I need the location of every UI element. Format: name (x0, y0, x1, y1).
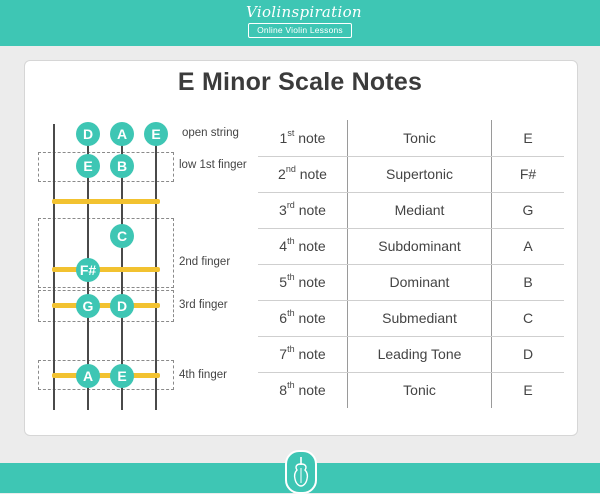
scale-position: 7th note (279, 344, 326, 362)
scale-position: 8th note (279, 380, 326, 398)
note-4th-e: E (110, 364, 134, 388)
scale-position: 3rd note (279, 200, 326, 218)
scale-note: E (523, 382, 533, 398)
brand-logo[interactable] (246, 2, 362, 44)
low-1st-finger-box (38, 152, 174, 182)
scale-position: 2nd note (278, 164, 327, 182)
scale-note: G (522, 202, 534, 218)
note-2nd-c: C (110, 224, 134, 248)
fret-marker-3 (52, 303, 160, 308)
fret-marker-2 (52, 267, 160, 272)
scale-degree: Supertonic (386, 166, 453, 182)
label-open-string: open string (182, 127, 239, 139)
note-2nd-fsharp: F# (76, 258, 100, 282)
scale-position: 1st note (279, 128, 326, 146)
scale-degree: Submediant (382, 310, 457, 326)
note-low1-e: E (76, 154, 100, 178)
brand-name: Violinspiration (246, 3, 362, 21)
scale-degree: Tonic (403, 130, 436, 146)
scale-degree: Mediant (394, 202, 445, 218)
note-4th-a: A (76, 364, 100, 388)
note-3rd-g: G (76, 294, 100, 318)
scale-degree: Dominant (389, 274, 450, 290)
fret-marker-4 (52, 373, 160, 378)
scale-note: A (523, 238, 533, 254)
note-low1-b: B (110, 154, 134, 178)
scale-note: D (522, 346, 534, 362)
scale-table (258, 120, 564, 408)
label-low-1st-finger: low 1st finger (179, 159, 247, 171)
fret-marker-1 (52, 199, 160, 204)
brand-tagline: Online Violin Lessons (248, 23, 352, 38)
note-open-a: A (110, 122, 134, 146)
2nd-finger-box (38, 218, 174, 288)
label-4th-finger: 4th finger (179, 369, 227, 381)
label-3rd-finger: 3rd finger (179, 299, 228, 311)
scale-degree: Tonic (403, 382, 436, 398)
scale-note: B (523, 274, 533, 290)
page-title: E Minor Scale Notes (177, 68, 423, 96)
scale-note: E (523, 130, 533, 146)
scale-degree: Leading Tone (377, 346, 462, 362)
violin-icon (291, 456, 311, 488)
note-open-d: D (76, 122, 100, 146)
scale-position: 6th note (279, 308, 326, 326)
scale-degree: Subdominant (378, 238, 461, 254)
scale-position: 4th note (279, 236, 326, 254)
scale-position: 5th note (279, 272, 326, 290)
note-3rd-d: D (110, 294, 134, 318)
violin-badge[interactable] (285, 450, 317, 494)
scale-note: F# (519, 166, 537, 182)
note-open-e: E (144, 122, 168, 146)
label-2nd-finger: 2nd finger (179, 256, 231, 268)
scale-note: C (522, 310, 534, 326)
